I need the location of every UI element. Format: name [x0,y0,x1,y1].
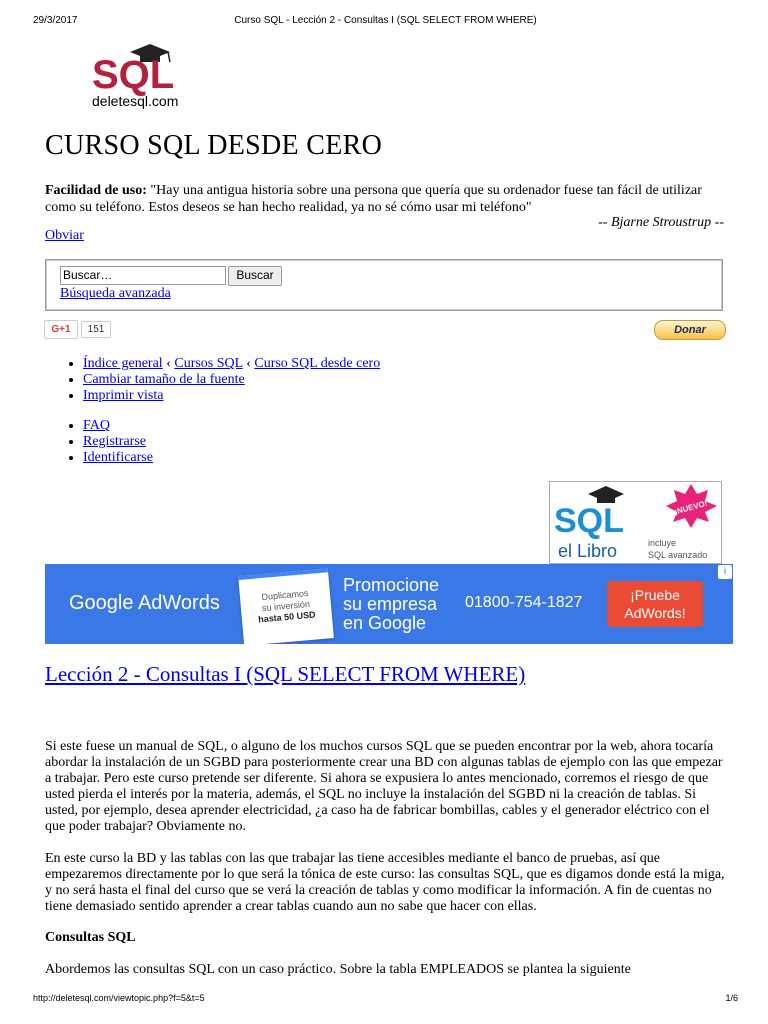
donate-button[interactable]: Donar [654,320,726,340]
site-title: CURSO SQL DESDE CERO [45,130,383,161]
adwords-coupon-card [238,568,334,644]
card-line-2: su inversión [261,598,311,614]
print-view-link[interactable]: Imprimir vista [83,388,164,403]
logo-text: SQL [92,53,175,96]
book-ad-badge: ¡NUEVO! [673,498,709,517]
site-quote [45,182,725,216]
nav-list-user [45,418,153,466]
nav-item-login [83,450,153,466]
book-ad-subtitle: el Libro [558,541,618,561]
paragraph-2: En este curso la BD y las tablas con las que trabajar las tiene accesibles mediante el banco de pruebas, así que empezaremos directamente por lo que será la tónica de este curso: las consultas SQL, que es digamos donde está la miga, y no será hasta el final del curso que se verá la creación de tablas y como modificar la información. A fin de cuentas no tiene demasiado sentido aprender a crear tablas cuando aun no sabe que hacer con ellas. [45,851,725,914]
book-ad-graphic [550,482,721,563]
adwords-promo [343,576,439,633]
gplus-button[interactable]: G+1 [44,320,78,339]
card-line-3: hasta 50 USD [257,609,316,625]
paragraph-3: Abordemos las consultas SQL con un caso práctico. Sobre la tabla EMPLEADOS se plantea la siguiente [45,962,631,977]
faq-link[interactable]: FAQ [83,418,110,433]
print-date: 29/3/2017 [33,15,78,26]
breadcrumb-curso[interactable]: Curso SQL desde cero [254,356,381,371]
print-title: Curso SQL - Lección 2 - Consultas I (SQL SELECT FROM WHERE) [234,15,537,26]
quote-label: Facilidad de uso: [45,183,147,198]
nav-item-font-size [83,372,380,388]
skip-link[interactable]: Obviar [45,228,84,243]
nav-item-register [83,434,153,450]
search-input[interactable]: Buscar… [60,266,226,285]
paragraph-1: Si este fuese un manual de SQL, o alguno de los muchos cursos SQL que se pueden encontrar por la web, ahora tocaría abordar la instalación de un SGBD para posteriormente crear una BD con algunas tablas de ejemplo con las que empezar a trabajar. Pero este curso pretende ser diferente. Si ahora se expusiera lo antes mencionado, corremos el riesgo de que usted pierda el interés por la materia, además, el SQL no incluye la instalación del SGBD ni la creación de tablas. Si usted, por ejemplo, desea aprender electricidad, ¿a caso ha de fabricar bombillas, cables y el generador eléctrico con el que poder trabajar? Obviamente no. [45,739,723,834]
promo-line-2: su empresa [343,594,438,614]
breadcrumb-cursos[interactable]: Cursos SQL [174,356,243,371]
print-url: http://deletesql.com/viewtopic.php?f=5&t=5 [33,993,205,1003]
breadcrumb [83,356,380,372]
card-line-1: Duplicamos [261,588,309,603]
quote-text: "Hay una antigua historia sobre una persona que quería que su ordenador fuese tan fácil de utilizar como su teléfono. Estos deseos se han hecho realidad, ya no sé cómo usar mi teléfono" [45,183,702,215]
book-ad[interactable] [549,481,722,564]
lesson-title-link[interactable]: Lección 2 - Consultas I (SQL SELECT FROM WHERE) [45,662,526,686]
section-heading: Consultas SQL [45,930,136,945]
breadcrumb-index[interactable]: Índice general [83,356,163,371]
graduation-cap-logo-icon [92,44,202,96]
book-ad-title: SQL [554,502,624,540]
breadcrumb-separator: ‹ [166,356,171,371]
breadcrumb-separator: ‹ [246,356,251,371]
promo-line-1: Promocione [343,575,440,595]
print-page-number: 1/6 [725,993,738,1003]
font-size-link[interactable]: Cambiar tamaño de la fuente [83,372,245,387]
svg-text:SQL avanzado: SQL avanzado [648,550,708,560]
print-header [33,15,738,31]
nav-list-main [45,356,380,404]
advanced-search-link[interactable]: Búsqueda avanzada [60,286,171,301]
gplus-count: 151 [81,321,111,338]
login-link[interactable]: Identificarse [83,450,153,465]
cta-line-1: ¡Pruebe [630,587,680,603]
quote-author: -- Bjarne Stroustrup -- [598,215,724,230]
adwords-banner[interactable] [45,564,733,644]
adwords-cta-button[interactable] [607,581,703,627]
nav-item-print [83,388,380,404]
search-box [45,259,723,311]
print-footer [33,993,738,1009]
adwords-brand: Google AdWords [69,592,220,614]
register-link[interactable]: Registrarse [83,434,146,449]
search-button[interactable]: Buscar [228,266,282,286]
ad-info-icon[interactable]: i [718,565,732,579]
cta-line-2: AdWords! [624,605,686,621]
nav-item-faq [83,418,153,434]
adwords-phone: 01800-754-1827 [465,594,583,611]
svg-text:incluye: incluye [648,538,677,548]
promo-line-3: en Google [343,613,427,633]
logo-subtitle: deletesql.com [92,93,179,109]
